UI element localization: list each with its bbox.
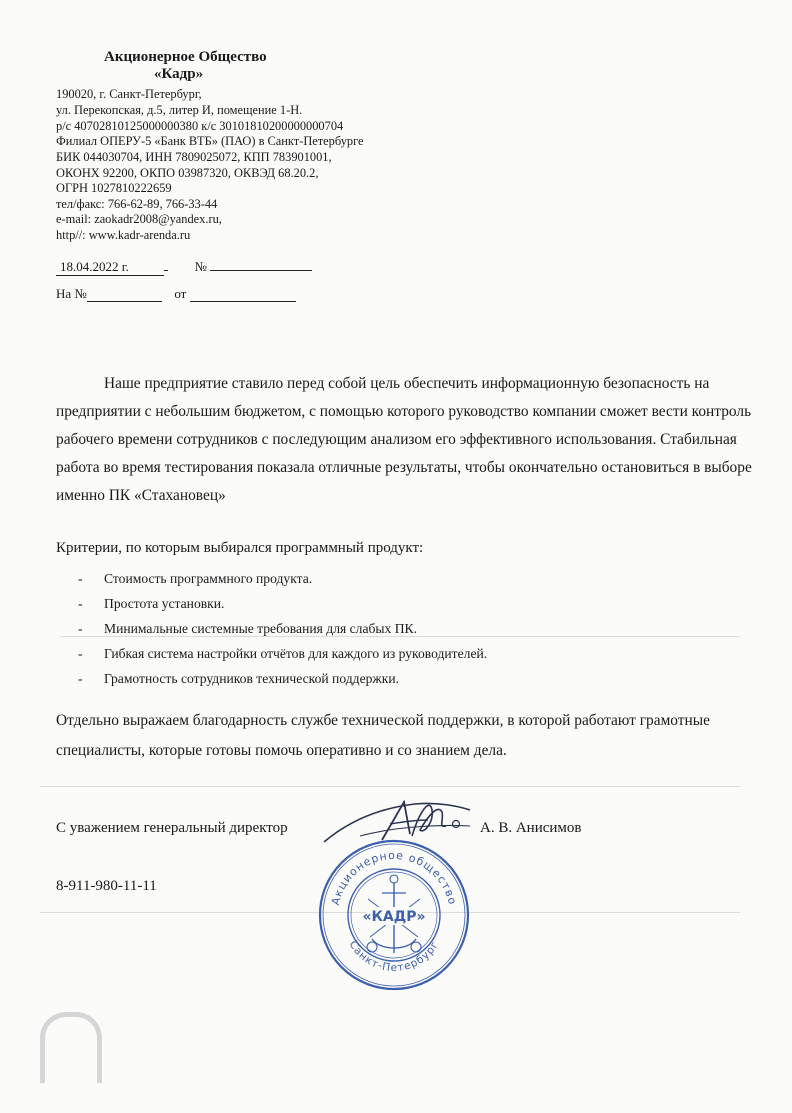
list-item: - Гибкая система настройки отчётов для каждого из руководителей. [78, 646, 488, 661]
incoming-number-label: На № [56, 286, 87, 301]
incoming-from-label: от [174, 286, 187, 301]
requisite-line: р/с 40702810125000000380 к/с 30101810200000000704 [56, 119, 344, 133]
list-item: - Грамотность сотрудников технической поддержки. [78, 671, 400, 686]
requisite-line: Филиал ОПЕРУ-5 «Банк ВТБ» (ПАО) в Санкт-Петербурге [56, 134, 364, 148]
bleed-through-rule [40, 786, 740, 787]
requisite-line: ул. Перекопская, д.5, литер И, помещение 1-Н. [56, 103, 303, 117]
body-paragraph [56, 370, 756, 510]
contact-phone: 8-911-980-11-11 [56, 878, 157, 894]
org-name: «Кадр» [154, 66, 204, 82]
incoming-date-blank [190, 287, 296, 302]
outgoing-date: 18.04.2022 г. [56, 259, 164, 276]
outgoing-number-blank [210, 256, 312, 271]
outgoing-date-number [56, 256, 312, 276]
org-type: Акционерное Общество [104, 49, 267, 65]
stamp-center-text: «КАДР» [362, 909, 426, 925]
bleed-through-logo [40, 1000, 320, 1090]
list-item: - Простота установки. [78, 596, 225, 611]
closing-line: С уважением генеральный директор [56, 820, 288, 836]
email-line: e-mail: zaokadr2008@yandex.ru, [56, 212, 222, 226]
signer-name: А. В. Анисимов [480, 820, 582, 836]
criteria-title: Критерии, по которым выбирался программный продукт: [56, 540, 424, 556]
requisite-line: ОКОНХ 92200, ОКПО 03987320, ОКВЭД 68.20.2, [56, 166, 319, 180]
stamp-bottom-text: Санкт-Петербург [346, 938, 442, 975]
list-item: - Минимальные системные требования для слабых ПК. [78, 621, 418, 636]
requisite-line: тел/факс: 766-62-89, 766-33-44 [56, 197, 218, 211]
company-stamp [314, 835, 474, 995]
criteria-list [56, 566, 756, 691]
outgoing-number-label: № [194, 259, 207, 274]
requisite-line: ОГРН 1027810222659 [56, 181, 172, 195]
body-paragraph-text: Наше предприятие ставило перед собой цель обеспечить информационную безопасность на предприятии с небольшим бюджетом, с помощью которого руководство компании сможет вести контроль рабочего времени сотрудников с последующим анализом его эффективного использования. Стабильная работа во время тестирования показала отличные результаты, чтобы окончательно остановиться в выборе именно ПК «Стахановец» [56, 375, 752, 504]
requisite-line: 190020, г. Санкт-Петербург, [56, 87, 202, 101]
requisite-line: БИК 044030704, ИНН 7809025072, КПП 783901001, [56, 150, 332, 164]
stamp-top-text: Акционерное общество [328, 848, 460, 907]
list-item: - Стоимость программного продукта. [78, 571, 313, 586]
incoming-reference [56, 286, 296, 302]
website-line: http//: www.kadr-arenda.ru [56, 228, 191, 242]
incoming-number-blank [87, 287, 162, 302]
thanks-paragraph: Отдельно выражаем благодарность службе технической поддержки, в которой работают грамотные специалисты, которые готовы помочь оперативно и со знанием дела. [56, 712, 710, 759]
